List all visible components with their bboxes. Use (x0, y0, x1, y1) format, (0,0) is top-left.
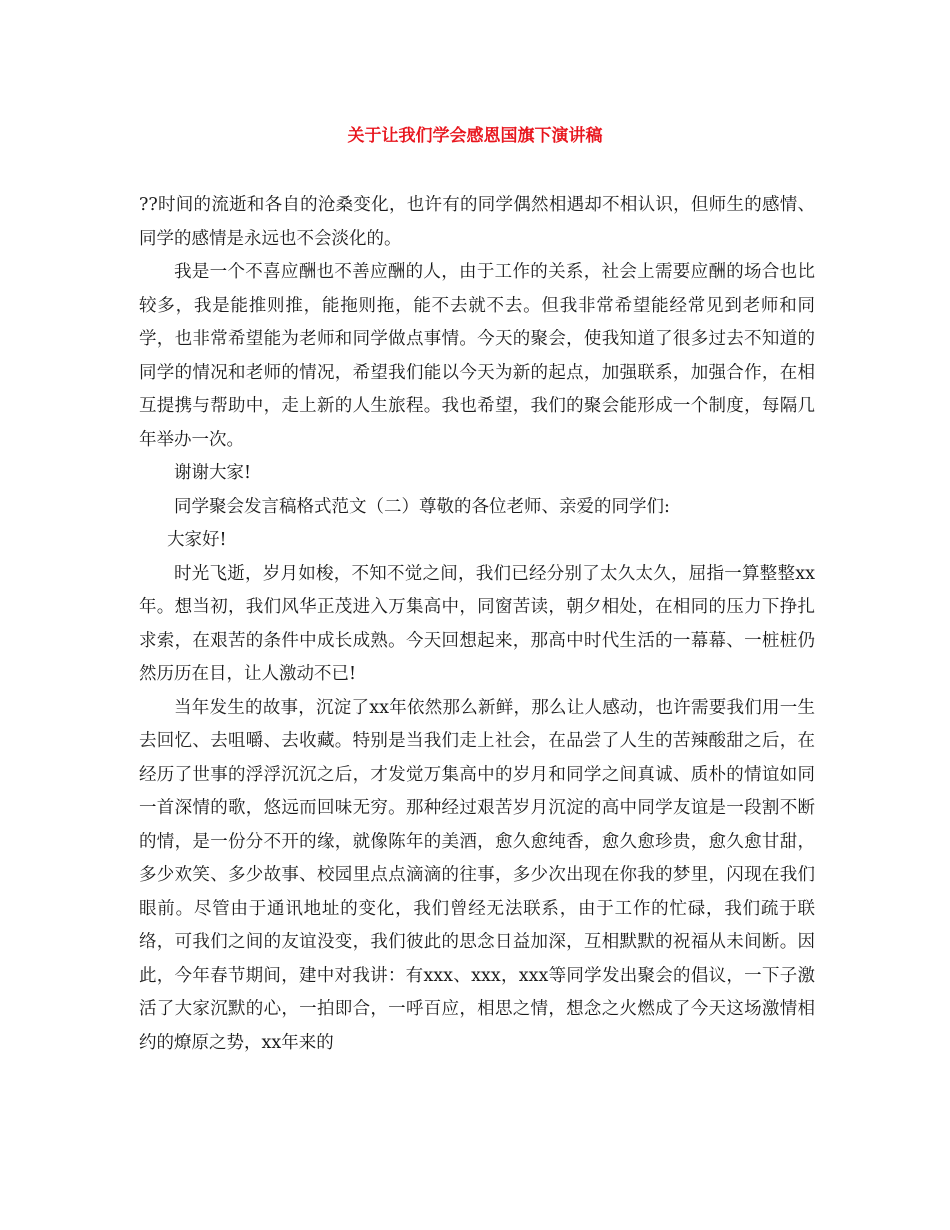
document-title: 关于让我们学会感恩国旗下演讲稿 (347, 126, 603, 146)
paragraph-5: 大家好! (167, 530, 227, 550)
paragraph-2: 我是一个不喜应酬也不善应酬的人，由于工作的关系，社会上需要应酬的场合也比较多，我是能推则推，能拖则拖，能不去就不去。但我非常希望能经常见到老师和同学，也非常希望能为老师和同学做点事情。今天的聚会，使我知道了很多过去不知道的同学的情况和老师的情况，希望我们能以今天为新的起点，加强联系，加强合作，在相互提携与帮助中，走上新的人生旅程。我也希望，我们的聚会能形成一个制度，每隔几年举办一次。 (139, 262, 815, 450)
paragraph-3: 谢谢大家! (174, 463, 252, 483)
paragraph-7: 当年发生的故事，沉淀了xx年依然那么新鲜，那么让人感动，也许需要我们用一生去回忆、去咀嚼、去收藏。特别是当我们走上社会，在品尝了人生的苦辣酸甜之后，在经历了世事的浮浮沉沉之后，才发觉万集高中的岁月和同学之间真诚、质朴的情谊如同一首深情的歌，悠远而回味无穷。那种经过艰苦岁月沉淀的高中同学友谊是一段割不断的情，是一份分不开的缘，就像陈年的美酒，愈久愈纯香，愈久愈珍贵，愈久愈甘甜，多少欢笑、多少故事、校园里点点滴滴的往事，多少次出现在你我的梦里，闪现在我们眼前。尽管由于通讯地址的变化，我们曾经无法联系，由于工作的忙碌，我们疏于联络，可我们之间的友谊没变，我们彼此的思念日益加深，互相默默的祝福从未间断。因此，今年春节期间，建中对我讲：有xxx、xxx，xxx等同学发出聚会的倡议，一下子激活了大家沉默的心，一拍即合，一呼百应，相思之情，想念之火燃成了今天这场激情相约的燎原之势，xx年来的 (139, 697, 815, 1053)
paragraph-6: 时光飞逝，岁月如梭，不知不觉之间，我们已经分别了太久太久，屈指一算整整xx年。想当初，我们风华正茂进入万集高中，同窗苦读，朝夕相处，在相同的压力下挣扎求索，在艰苦的条件中成长成熟。今天回想起来，那高中时代生活的一幕幕、一桩桩仍然历历在目，让人激动不已! (139, 563, 815, 684)
paragraph-1: ??时间的流逝和各自的沧桑变化，也许有的同学偶然相遇却不相认识，但师生的感情、同学的感情是永远也不会淡化的。 (139, 195, 815, 249)
document-body (139, 189, 815, 1060)
paragraph-4: 同学聚会发言稿格式范文（二）尊敬的各位老师、亲爱的同学们: (174, 496, 670, 517)
